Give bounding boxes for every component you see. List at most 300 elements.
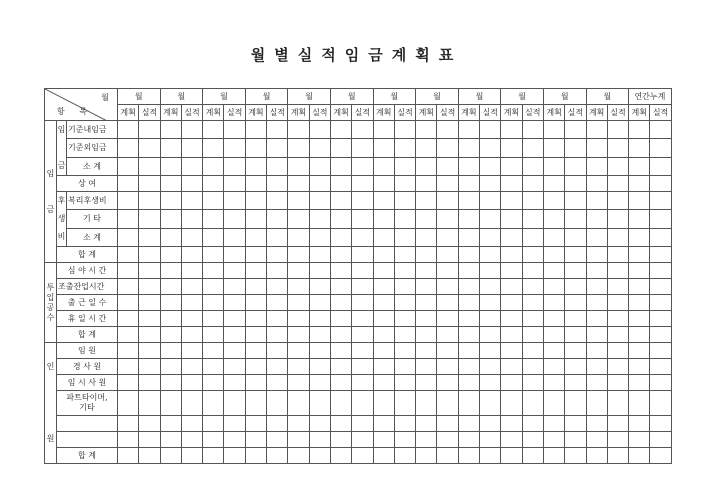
- value-cell[interactable]: [458, 139, 479, 157]
- value-cell[interactable]: [203, 279, 224, 295]
- value-cell[interactable]: [267, 295, 288, 311]
- value-cell[interactable]: [245, 176, 266, 192]
- value-cell[interactable]: [629, 295, 650, 311]
- value-cell[interactable]: [139, 311, 160, 327]
- value-cell[interactable]: [288, 176, 309, 192]
- value-cell[interactable]: [330, 375, 351, 391]
- value-cell[interactable]: [437, 416, 458, 432]
- value-cell[interactable]: [586, 139, 607, 157]
- value-cell[interactable]: [181, 228, 202, 246]
- value-cell[interactable]: [245, 343, 266, 359]
- value-cell[interactable]: [309, 359, 330, 375]
- value-cell[interactable]: [458, 343, 479, 359]
- value-cell[interactable]: [118, 432, 139, 448]
- value-cell[interactable]: [607, 375, 628, 391]
- value-cell[interactable]: [543, 343, 564, 359]
- value-cell[interactable]: [288, 311, 309, 327]
- value-cell[interactable]: [203, 391, 224, 416]
- value-cell[interactable]: [330, 228, 351, 246]
- value-cell[interactable]: [416, 279, 437, 295]
- value-cell[interactable]: [458, 432, 479, 448]
- value-cell[interactable]: [181, 327, 202, 343]
- value-cell[interactable]: [543, 359, 564, 375]
- value-cell[interactable]: [245, 311, 266, 327]
- value-cell[interactable]: [586, 311, 607, 327]
- value-cell[interactable]: [565, 279, 586, 295]
- value-cell[interactable]: [267, 279, 288, 295]
- value-cell[interactable]: [309, 432, 330, 448]
- value-cell[interactable]: [458, 192, 479, 210]
- value-cell[interactable]: [352, 228, 373, 246]
- value-cell[interactable]: [330, 327, 351, 343]
- value-cell[interactable]: [437, 375, 458, 391]
- value-cell[interactable]: [288, 247, 309, 263]
- value-cell[interactable]: [480, 121, 501, 139]
- value-cell[interactable]: [288, 279, 309, 295]
- value-cell[interactable]: [181, 157, 202, 175]
- value-cell[interactable]: [160, 228, 181, 246]
- value-cell[interactable]: [543, 295, 564, 311]
- value-cell[interactable]: [267, 359, 288, 375]
- value-cell[interactable]: [586, 121, 607, 139]
- value-cell[interactable]: [160, 295, 181, 311]
- value-cell[interactable]: [352, 279, 373, 295]
- value-cell[interactable]: [330, 121, 351, 139]
- value-cell[interactable]: [288, 432, 309, 448]
- value-cell[interactable]: [586, 157, 607, 175]
- value-cell[interactable]: [629, 416, 650, 432]
- value-cell[interactable]: [607, 448, 628, 464]
- value-cell[interactable]: [373, 448, 394, 464]
- value-cell[interactable]: [181, 311, 202, 327]
- value-cell[interactable]: [543, 263, 564, 279]
- value-cell[interactable]: [416, 311, 437, 327]
- value-cell[interactable]: [118, 176, 139, 192]
- value-cell[interactable]: [267, 157, 288, 175]
- value-cell[interactable]: [650, 375, 671, 391]
- value-cell[interactable]: [139, 228, 160, 246]
- value-cell[interactable]: [650, 448, 671, 464]
- value-cell[interactable]: [650, 343, 671, 359]
- value-cell[interactable]: [330, 391, 351, 416]
- value-cell[interactable]: [565, 343, 586, 359]
- value-cell[interactable]: [309, 279, 330, 295]
- value-cell[interactable]: [373, 210, 394, 228]
- value-cell[interactable]: [629, 448, 650, 464]
- value-cell[interactable]: [160, 432, 181, 448]
- value-cell[interactable]: [267, 176, 288, 192]
- value-cell[interactable]: [160, 121, 181, 139]
- value-cell[interactable]: [309, 263, 330, 279]
- value-cell[interactable]: [160, 247, 181, 263]
- value-cell[interactable]: [245, 139, 266, 157]
- value-cell[interactable]: [607, 416, 628, 432]
- value-cell[interactable]: [437, 228, 458, 246]
- value-cell[interactable]: [586, 176, 607, 192]
- value-cell[interactable]: [373, 228, 394, 246]
- value-cell[interactable]: [330, 210, 351, 228]
- value-cell[interactable]: [586, 279, 607, 295]
- value-cell[interactable]: [139, 247, 160, 263]
- value-cell[interactable]: [118, 247, 139, 263]
- value-cell[interactable]: [203, 295, 224, 311]
- value-cell[interactable]: [501, 192, 522, 210]
- value-cell[interactable]: [118, 375, 139, 391]
- value-cell[interactable]: [118, 416, 139, 432]
- value-cell[interactable]: [458, 327, 479, 343]
- value-cell[interactable]: [288, 121, 309, 139]
- value-cell[interactable]: [586, 416, 607, 432]
- value-cell[interactable]: [629, 279, 650, 295]
- value-cell[interactable]: [416, 228, 437, 246]
- value-cell[interactable]: [416, 327, 437, 343]
- value-cell[interactable]: [543, 448, 564, 464]
- value-cell[interactable]: [139, 157, 160, 175]
- value-cell[interactable]: [650, 263, 671, 279]
- value-cell[interactable]: [352, 432, 373, 448]
- value-cell[interactable]: [458, 157, 479, 175]
- value-cell[interactable]: [224, 448, 245, 464]
- value-cell[interactable]: [650, 416, 671, 432]
- value-cell[interactable]: [288, 263, 309, 279]
- value-cell[interactable]: [309, 121, 330, 139]
- value-cell[interactable]: [309, 327, 330, 343]
- value-cell[interactable]: [160, 327, 181, 343]
- value-cell[interactable]: [458, 311, 479, 327]
- value-cell[interactable]: [330, 448, 351, 464]
- value-cell[interactable]: [309, 343, 330, 359]
- value-cell[interactable]: [330, 157, 351, 175]
- value-cell[interactable]: [181, 416, 202, 432]
- value-cell[interactable]: [160, 375, 181, 391]
- value-cell[interactable]: [224, 228, 245, 246]
- value-cell[interactable]: [416, 448, 437, 464]
- value-cell[interactable]: [203, 375, 224, 391]
- value-cell[interactable]: [437, 279, 458, 295]
- value-cell[interactable]: [267, 448, 288, 464]
- value-cell[interactable]: [480, 263, 501, 279]
- value-cell[interactable]: [118, 359, 139, 375]
- value-cell[interactable]: [203, 432, 224, 448]
- value-cell[interactable]: [586, 432, 607, 448]
- value-cell[interactable]: [607, 247, 628, 263]
- value-cell[interactable]: [181, 176, 202, 192]
- value-cell[interactable]: [629, 121, 650, 139]
- value-cell[interactable]: [607, 139, 628, 157]
- value-cell[interactable]: [565, 448, 586, 464]
- value-cell[interactable]: [607, 192, 628, 210]
- value-cell[interactable]: [480, 210, 501, 228]
- value-cell[interactable]: [586, 327, 607, 343]
- value-cell[interactable]: [586, 359, 607, 375]
- value-cell[interactable]: [267, 263, 288, 279]
- value-cell[interactable]: [181, 295, 202, 311]
- value-cell[interactable]: [394, 139, 415, 157]
- value-cell[interactable]: [373, 359, 394, 375]
- value-cell[interactable]: [139, 327, 160, 343]
- value-cell[interactable]: [203, 343, 224, 359]
- value-cell[interactable]: [118, 192, 139, 210]
- value-cell[interactable]: [607, 432, 628, 448]
- value-cell[interactable]: [480, 327, 501, 343]
- value-cell[interactable]: [139, 176, 160, 192]
- value-cell[interactable]: [160, 359, 181, 375]
- value-cell[interactable]: [224, 210, 245, 228]
- value-cell[interactable]: [330, 176, 351, 192]
- value-cell[interactable]: [416, 176, 437, 192]
- value-cell[interactable]: [543, 192, 564, 210]
- value-cell[interactable]: [565, 311, 586, 327]
- value-cell[interactable]: [245, 359, 266, 375]
- value-cell[interactable]: [118, 311, 139, 327]
- value-cell[interactable]: [416, 263, 437, 279]
- value-cell[interactable]: [522, 295, 543, 311]
- value-cell[interactable]: [373, 263, 394, 279]
- value-cell[interactable]: [373, 279, 394, 295]
- value-cell[interactable]: [267, 247, 288, 263]
- value-cell[interactable]: [629, 157, 650, 175]
- value-cell[interactable]: [160, 416, 181, 432]
- value-cell[interactable]: [629, 176, 650, 192]
- value-cell[interactable]: [437, 295, 458, 311]
- value-cell[interactable]: [309, 391, 330, 416]
- value-cell[interactable]: [416, 210, 437, 228]
- value-cell[interactable]: [245, 279, 266, 295]
- value-cell[interactable]: [352, 359, 373, 375]
- value-cell[interactable]: [288, 416, 309, 432]
- value-cell[interactable]: [543, 139, 564, 157]
- value-cell[interactable]: [501, 279, 522, 295]
- value-cell[interactable]: [203, 247, 224, 263]
- value-cell[interactable]: [458, 279, 479, 295]
- value-cell[interactable]: [160, 192, 181, 210]
- value-cell[interactable]: [245, 327, 266, 343]
- value-cell[interactable]: [543, 375, 564, 391]
- value-cell[interactable]: [458, 391, 479, 416]
- value-cell[interactable]: [203, 192, 224, 210]
- value-cell[interactable]: [288, 391, 309, 416]
- value-cell[interactable]: [543, 416, 564, 432]
- value-cell[interactable]: [394, 247, 415, 263]
- value-cell[interactable]: [267, 343, 288, 359]
- value-cell[interactable]: [565, 228, 586, 246]
- value-cell[interactable]: [245, 432, 266, 448]
- value-cell[interactable]: [543, 432, 564, 448]
- value-cell[interactable]: [565, 432, 586, 448]
- value-cell[interactable]: [224, 263, 245, 279]
- value-cell[interactable]: [607, 279, 628, 295]
- value-cell[interactable]: [607, 157, 628, 175]
- value-cell[interactable]: [330, 263, 351, 279]
- value-cell[interactable]: [522, 228, 543, 246]
- value-cell[interactable]: [352, 375, 373, 391]
- value-cell[interactable]: [543, 279, 564, 295]
- value-cell[interactable]: [565, 375, 586, 391]
- value-cell[interactable]: [373, 375, 394, 391]
- value-cell[interactable]: [437, 391, 458, 416]
- value-cell[interactable]: [543, 121, 564, 139]
- value-cell[interactable]: [267, 228, 288, 246]
- value-cell[interactable]: [394, 279, 415, 295]
- value-cell[interactable]: [309, 192, 330, 210]
- value-cell[interactable]: [224, 295, 245, 311]
- value-cell[interactable]: [394, 359, 415, 375]
- value-cell[interactable]: [607, 359, 628, 375]
- value-cell[interactable]: [267, 432, 288, 448]
- value-cell[interactable]: [160, 448, 181, 464]
- value-cell[interactable]: [267, 121, 288, 139]
- value-cell[interactable]: [181, 263, 202, 279]
- value-cell[interactable]: [629, 263, 650, 279]
- value-cell[interactable]: [373, 192, 394, 210]
- value-cell[interactable]: [522, 327, 543, 343]
- value-cell[interactable]: [607, 228, 628, 246]
- value-cell[interactable]: [650, 139, 671, 157]
- value-cell[interactable]: [394, 448, 415, 464]
- value-cell[interactable]: [458, 176, 479, 192]
- value-cell[interactable]: [437, 139, 458, 157]
- value-cell[interactable]: [309, 448, 330, 464]
- value-cell[interactable]: [522, 121, 543, 139]
- value-cell[interactable]: [522, 247, 543, 263]
- value-cell[interactable]: [288, 375, 309, 391]
- value-cell[interactable]: [203, 139, 224, 157]
- value-cell[interactable]: [501, 295, 522, 311]
- value-cell[interactable]: [522, 432, 543, 448]
- value-cell[interactable]: [245, 448, 266, 464]
- value-cell[interactable]: [394, 311, 415, 327]
- value-cell[interactable]: [352, 343, 373, 359]
- value-cell[interactable]: [373, 121, 394, 139]
- value-cell[interactable]: [309, 228, 330, 246]
- value-cell[interactable]: [437, 247, 458, 263]
- value-cell[interactable]: [181, 359, 202, 375]
- value-cell[interactable]: [565, 121, 586, 139]
- value-cell[interactable]: [480, 176, 501, 192]
- value-cell[interactable]: [267, 391, 288, 416]
- value-cell[interactable]: [203, 359, 224, 375]
- value-cell[interactable]: [565, 295, 586, 311]
- value-cell[interactable]: [522, 279, 543, 295]
- value-cell[interactable]: [522, 176, 543, 192]
- value-cell[interactable]: [543, 391, 564, 416]
- value-cell[interactable]: [501, 263, 522, 279]
- value-cell[interactable]: [522, 157, 543, 175]
- value-cell[interactable]: [267, 210, 288, 228]
- value-cell[interactable]: [501, 228, 522, 246]
- value-cell[interactable]: [586, 263, 607, 279]
- value-cell[interactable]: [565, 327, 586, 343]
- value-cell[interactable]: [586, 192, 607, 210]
- value-cell[interactable]: [352, 121, 373, 139]
- value-cell[interactable]: [394, 295, 415, 311]
- value-cell[interactable]: [650, 432, 671, 448]
- value-cell[interactable]: [565, 247, 586, 263]
- value-cell[interactable]: [245, 228, 266, 246]
- value-cell[interactable]: [309, 247, 330, 263]
- value-cell[interactable]: [352, 247, 373, 263]
- value-cell[interactable]: [565, 391, 586, 416]
- value-cell[interactable]: [416, 391, 437, 416]
- value-cell[interactable]: [416, 139, 437, 157]
- value-cell[interactable]: [437, 448, 458, 464]
- value-cell[interactable]: [352, 391, 373, 416]
- value-cell[interactable]: [203, 121, 224, 139]
- value-cell[interactable]: [245, 247, 266, 263]
- value-cell[interactable]: [118, 448, 139, 464]
- value-cell[interactable]: [394, 327, 415, 343]
- value-cell[interactable]: [543, 327, 564, 343]
- value-cell[interactable]: [224, 139, 245, 157]
- value-cell[interactable]: [203, 210, 224, 228]
- value-cell[interactable]: [480, 375, 501, 391]
- value-cell[interactable]: [501, 176, 522, 192]
- value-cell[interactable]: [288, 228, 309, 246]
- value-cell[interactable]: [139, 432, 160, 448]
- value-cell[interactable]: [543, 228, 564, 246]
- value-cell[interactable]: [160, 210, 181, 228]
- value-cell[interactable]: [309, 311, 330, 327]
- value-cell[interactable]: [629, 311, 650, 327]
- value-cell[interactable]: [501, 157, 522, 175]
- value-cell[interactable]: [160, 263, 181, 279]
- value-cell[interactable]: [607, 343, 628, 359]
- value-cell[interactable]: [288, 192, 309, 210]
- value-cell[interactable]: [416, 432, 437, 448]
- value-cell[interactable]: [139, 375, 160, 391]
- value-cell[interactable]: [629, 192, 650, 210]
- value-cell[interactable]: [118, 157, 139, 175]
- value-cell[interactable]: [139, 343, 160, 359]
- value-cell[interactable]: [394, 176, 415, 192]
- value-cell[interactable]: [224, 327, 245, 343]
- value-cell[interactable]: [224, 416, 245, 432]
- value-cell[interactable]: [181, 139, 202, 157]
- value-cell[interactable]: [629, 359, 650, 375]
- value-cell[interactable]: [181, 247, 202, 263]
- value-cell[interactable]: [650, 192, 671, 210]
- value-cell[interactable]: [522, 192, 543, 210]
- value-cell[interactable]: [437, 192, 458, 210]
- value-cell[interactable]: [565, 192, 586, 210]
- value-cell[interactable]: [586, 228, 607, 246]
- value-cell[interactable]: [650, 176, 671, 192]
- value-cell[interactable]: [245, 263, 266, 279]
- value-cell[interactable]: [352, 327, 373, 343]
- value-cell[interactable]: [330, 192, 351, 210]
- value-cell[interactable]: [650, 228, 671, 246]
- value-cell[interactable]: [480, 139, 501, 157]
- value-cell[interactable]: [224, 359, 245, 375]
- value-cell[interactable]: [607, 311, 628, 327]
- value-cell[interactable]: [330, 279, 351, 295]
- value-cell[interactable]: [267, 375, 288, 391]
- value-cell[interactable]: [480, 359, 501, 375]
- value-cell[interactable]: [288, 343, 309, 359]
- value-cell[interactable]: [352, 448, 373, 464]
- value-cell[interactable]: [373, 247, 394, 263]
- value-cell[interactable]: [288, 448, 309, 464]
- value-cell[interactable]: [139, 391, 160, 416]
- value-cell[interactable]: [522, 139, 543, 157]
- value-cell[interactable]: [650, 311, 671, 327]
- value-cell[interactable]: [118, 263, 139, 279]
- value-cell[interactable]: [181, 343, 202, 359]
- value-cell[interactable]: [501, 121, 522, 139]
- value-cell[interactable]: [245, 391, 266, 416]
- value-cell[interactable]: [330, 416, 351, 432]
- value-cell[interactable]: [288, 359, 309, 375]
